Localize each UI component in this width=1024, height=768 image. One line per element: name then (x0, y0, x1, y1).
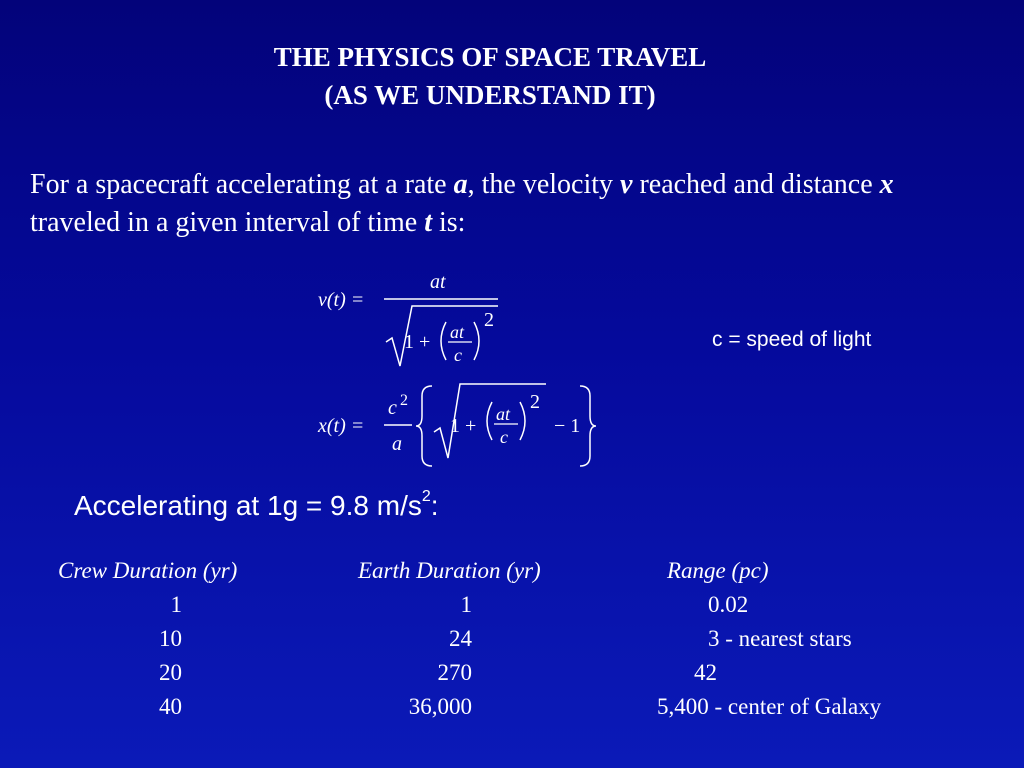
row-3-earth: 270 (437, 660, 472, 685)
intro-text-2: , the velocity (467, 169, 621, 200)
var-t: t (424, 207, 432, 238)
row-3-crew: 20 (159, 660, 182, 685)
x-c: c (388, 397, 397, 419)
v-numerator: at (430, 271, 446, 293)
v-frac-num: at (450, 322, 465, 342)
intro-text-4: traveled in a given interval of time (30, 207, 425, 238)
row-1-crew: 1 (170, 592, 182, 617)
acceleration-heading (74, 487, 439, 522)
row-2-range: 3 - nearest stars (708, 626, 852, 651)
x-minus-one: − 1 (554, 415, 581, 437)
x-frac-num: at (496, 404, 511, 424)
var-a: a (453, 169, 468, 200)
x-lhs: x(t) = (318, 415, 365, 437)
title-line-1: THE PHYSICS OF SPACE TRAVEL (273, 42, 707, 72)
intro-text-3: reached and distance (632, 169, 880, 200)
v-exponent: 2 (484, 309, 494, 331)
equations (300, 262, 620, 472)
row-2-crew: 10 (159, 626, 182, 651)
v-one-plus: 1 + (404, 331, 431, 353)
row-1-earth: 1 (460, 592, 472, 617)
var-v: v (620, 169, 633, 200)
title-line-2: (AS WE UNDERSTAND IT) (324, 80, 656, 110)
row-3-range: 42 (694, 660, 717, 685)
acceleration-text: Accelerating at 1g = 9.8 m/s (74, 490, 422, 521)
row-4-range: 5,400 - center of Galaxy (657, 694, 882, 719)
row-2-earth: 24 (449, 626, 472, 651)
row-4-crew: 40 (159, 694, 182, 719)
header-earth-duration: Earth Duration (yr) (358, 558, 541, 583)
v-lhs: v(t) = (318, 289, 365, 311)
v-frac-den: c (454, 345, 462, 365)
intro-text-5: is: (431, 207, 466, 238)
intro-paragraph (30, 166, 990, 242)
slide-title (0, 38, 980, 114)
x-frac-den: c (500, 427, 508, 447)
acceleration-superscript: 2 (421, 487, 431, 505)
var-x: x (879, 169, 894, 200)
speed-of-light-note: c = speed of light (712, 328, 872, 351)
header-crew-duration: Crew Duration (yr) (58, 558, 238, 583)
row-1-range: 0.02 (708, 592, 749, 617)
header-range: Range (pc) (667, 558, 769, 583)
intro-text-1: For a spacecraft accelerating at a rate (30, 169, 454, 200)
x-exponent: 2 (530, 391, 540, 413)
row-4-earth: 36,000 (408, 694, 472, 719)
acceleration-colon: : (430, 490, 439, 521)
x-a: a (392, 433, 402, 455)
x-c-exponent: 2 (400, 392, 408, 409)
x-one-plus: 1 + (450, 415, 477, 437)
